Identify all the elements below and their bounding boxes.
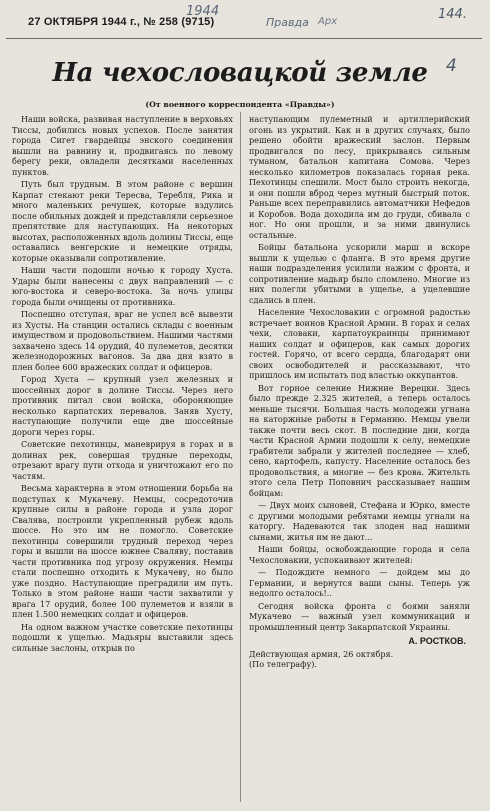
article-title: На чехословацкой земле [52, 58, 428, 88]
article-paragraph: Советские пехотинцы, маневрируя в горах и в долинах рек, совершая трудные переходы, отрезают врагу пути отхода и уничтожают его по частям. [12, 439, 233, 481]
article-paragraph: Население Чехословакии с огромной радостью встречает воинов Красной Армии. В горах и селах чехи, словаки, карпатоукраинцы принимают наших солдат и офицеров, как самых дорогих гостей. Горячо, от всего сердца, благодарят они своих освободителей и рассказывают, что пришлось им испытать под властью оккупантов. [249, 307, 470, 380]
article-quote: — Двух моих сыновей, Стефана и Юрко, вместе с другими молодыми ребятами немцы угнали на каторгу. Надеваются так злоден над нашими сынами, житья им не дают... [249, 500, 470, 542]
article-quote: — Подождите немного — дойдем мы до Германии, и вернутся ваши сыны. Теперь уж недолго осталось!.. [249, 567, 470, 598]
dateline-place: Действующая армия, 26 октября. [249, 648, 394, 659]
handwritten-archive-note: Арх [318, 16, 338, 27]
article-paragraph: наступающим пулеметный и артиллерийский огонь из укрытий. Как и в других случаях, было решено обойти вражеский заслон. Первым продвигался по лесу, прикрываясь сильным туманом, батальон капитана Сомова. Через несколько километров показалась горная река. Пехотинцы спешили. Мост было строить некогда, и они пошли вброд через мутный быстрый поток. Раньше всех переправились автоматчики Нефедов и Коробов. Вода доходила им до груди, сбивала с ног. Но они прошли, и за ними двинулись остальные. [249, 114, 470, 240]
article-paragraph: Сегодня войска фронта с боями заняли Мукачево — важный узел коммуникаций и промышленный центр Закарпатской Украины. [249, 600, 470, 632]
article-column-left [12, 114, 233, 655]
article-column-right [249, 114, 470, 670]
page-header [8, 4, 478, 34]
handwritten-year-note: 1944 [186, 4, 220, 19]
article-paragraph: Наши части подошли ночью к городу Хуста. Удары были нанесены с двух направлений — с юго-востока и северо-востока. За ночь улицы города были очищены от противника. [12, 265, 233, 307]
author-signature: А. РОСТКОВ. [408, 636, 466, 646]
handwritten-page-number: 144. [438, 7, 467, 22]
article-paragraph: Город Хуста — крупный узел железных и шоссейных дорог в долине Тиссы. Через него противник питал свои войска, обороняющие несколько карпатских перевалов. Заняв Хусту, наступающие получили еще две шоссейные дороги через горы. [12, 374, 233, 437]
article-paragraph: Поспешно отступая, враг не успел всё вывезти из Хусты. На станции остались склады с военным имуществом и продовольствием. Нашими частями захвачено здесь 14 орудий, 40 пулеметов, десятки железнодорожных вагонов. За два дня взято в плен более 600 вражеских солдат и офицеров. [12, 309, 233, 372]
dateline-via: (По телеграфу). [249, 659, 317, 669]
handwritten-source-note: Правда [266, 16, 309, 29]
header-rule [6, 38, 482, 39]
article-paragraph: Весьма характерна в этом отношении борьба на подступах к Мукачеву. Немцы, сосредоточив крупные силы в районе города и узла дорог Свалява, построили укрепленный рубеж вдоль шоссе. Но это им не помогло. Советские пехотинцы совершили трудный переход через горы и вышли на шоссе южнее Сваляву, поставив части противника под угрозу окружения. Немцы стали поспешно отходить к Мукачеву, но было уже поздно. Наступающие преградили им путь. Только в этом районе наши части захватили у врага 17 орудий, более 100 пулеметов и взяли в плен 1.500 немецких солдат и офицеров. [12, 483, 233, 619]
article-paragraph: Бойцы батальона ускорили марш и вскоре вышли к ущелью с фланга. В это время другие наши подразделения усилили нажим с фронта, и сопротивление мадьяр было сломлено. Многие из них полегли убитыми в ущелье, а уцелевшие сдались в плен. [249, 242, 470, 305]
article-paragraph: Вот горное селение Нижние Верецки. Здесь было прежде 2.325 жителей, а теперь осталось меньше тысячи. Большая часть молодежи угнана на каторжные работы в Германию. Немцы увели также почти весь скот. В последние дни, когда части Красной Армии подошли к селу, немецкие грабители забрали у жителей последнее — хлеб, сено, картофель, капусту. Население осталось без продовольствия, а многие — без крова. Жительть этого села Петр Поповнич рассказывает нашим бойцам: [249, 382, 470, 498]
article-paragraph: Путь был трудным. В этом районе с вершин Карпат стекают реки Тересва, Теребля, Рика и много маленьких речушек, которые вздулись после обильных дождей и представляли серьезное препятствие для наступающих. На некоторых высотах, расположенных вдоль долины Тиссы, еще оставались венгерские и немецкие отряды, которые оказывали сопротивление. [12, 179, 233, 263]
article-paragraph: Наши войска, развивая наступление в верховьях Тиссы, добились новых успехов. После занятия города Сигет гвардейцы энского соединения вышли на равнину и, продвигаясь по левому берегу реки, овладели десятками населенных пунктов. [12, 114, 233, 177]
article-paragraph: На одном важном участке советские пехотинцы подошли к ущелью. Мадьяры выставили здесь сильные заслоны, открыв по [12, 621, 233, 653]
issue-dateline: 27 ОКТЯБРЯ 1944 г., № 258 (9715) [28, 16, 215, 28]
handwritten-margin-mark: 4 [446, 56, 457, 76]
article-subtitle: (От военного корреспондента «Правды») [145, 100, 335, 109]
column-divider [240, 112, 241, 802]
article-paragraph: Наши бойцы, освобождающие города и села Чехословакии, успокаивают жителей: [249, 544, 470, 565]
